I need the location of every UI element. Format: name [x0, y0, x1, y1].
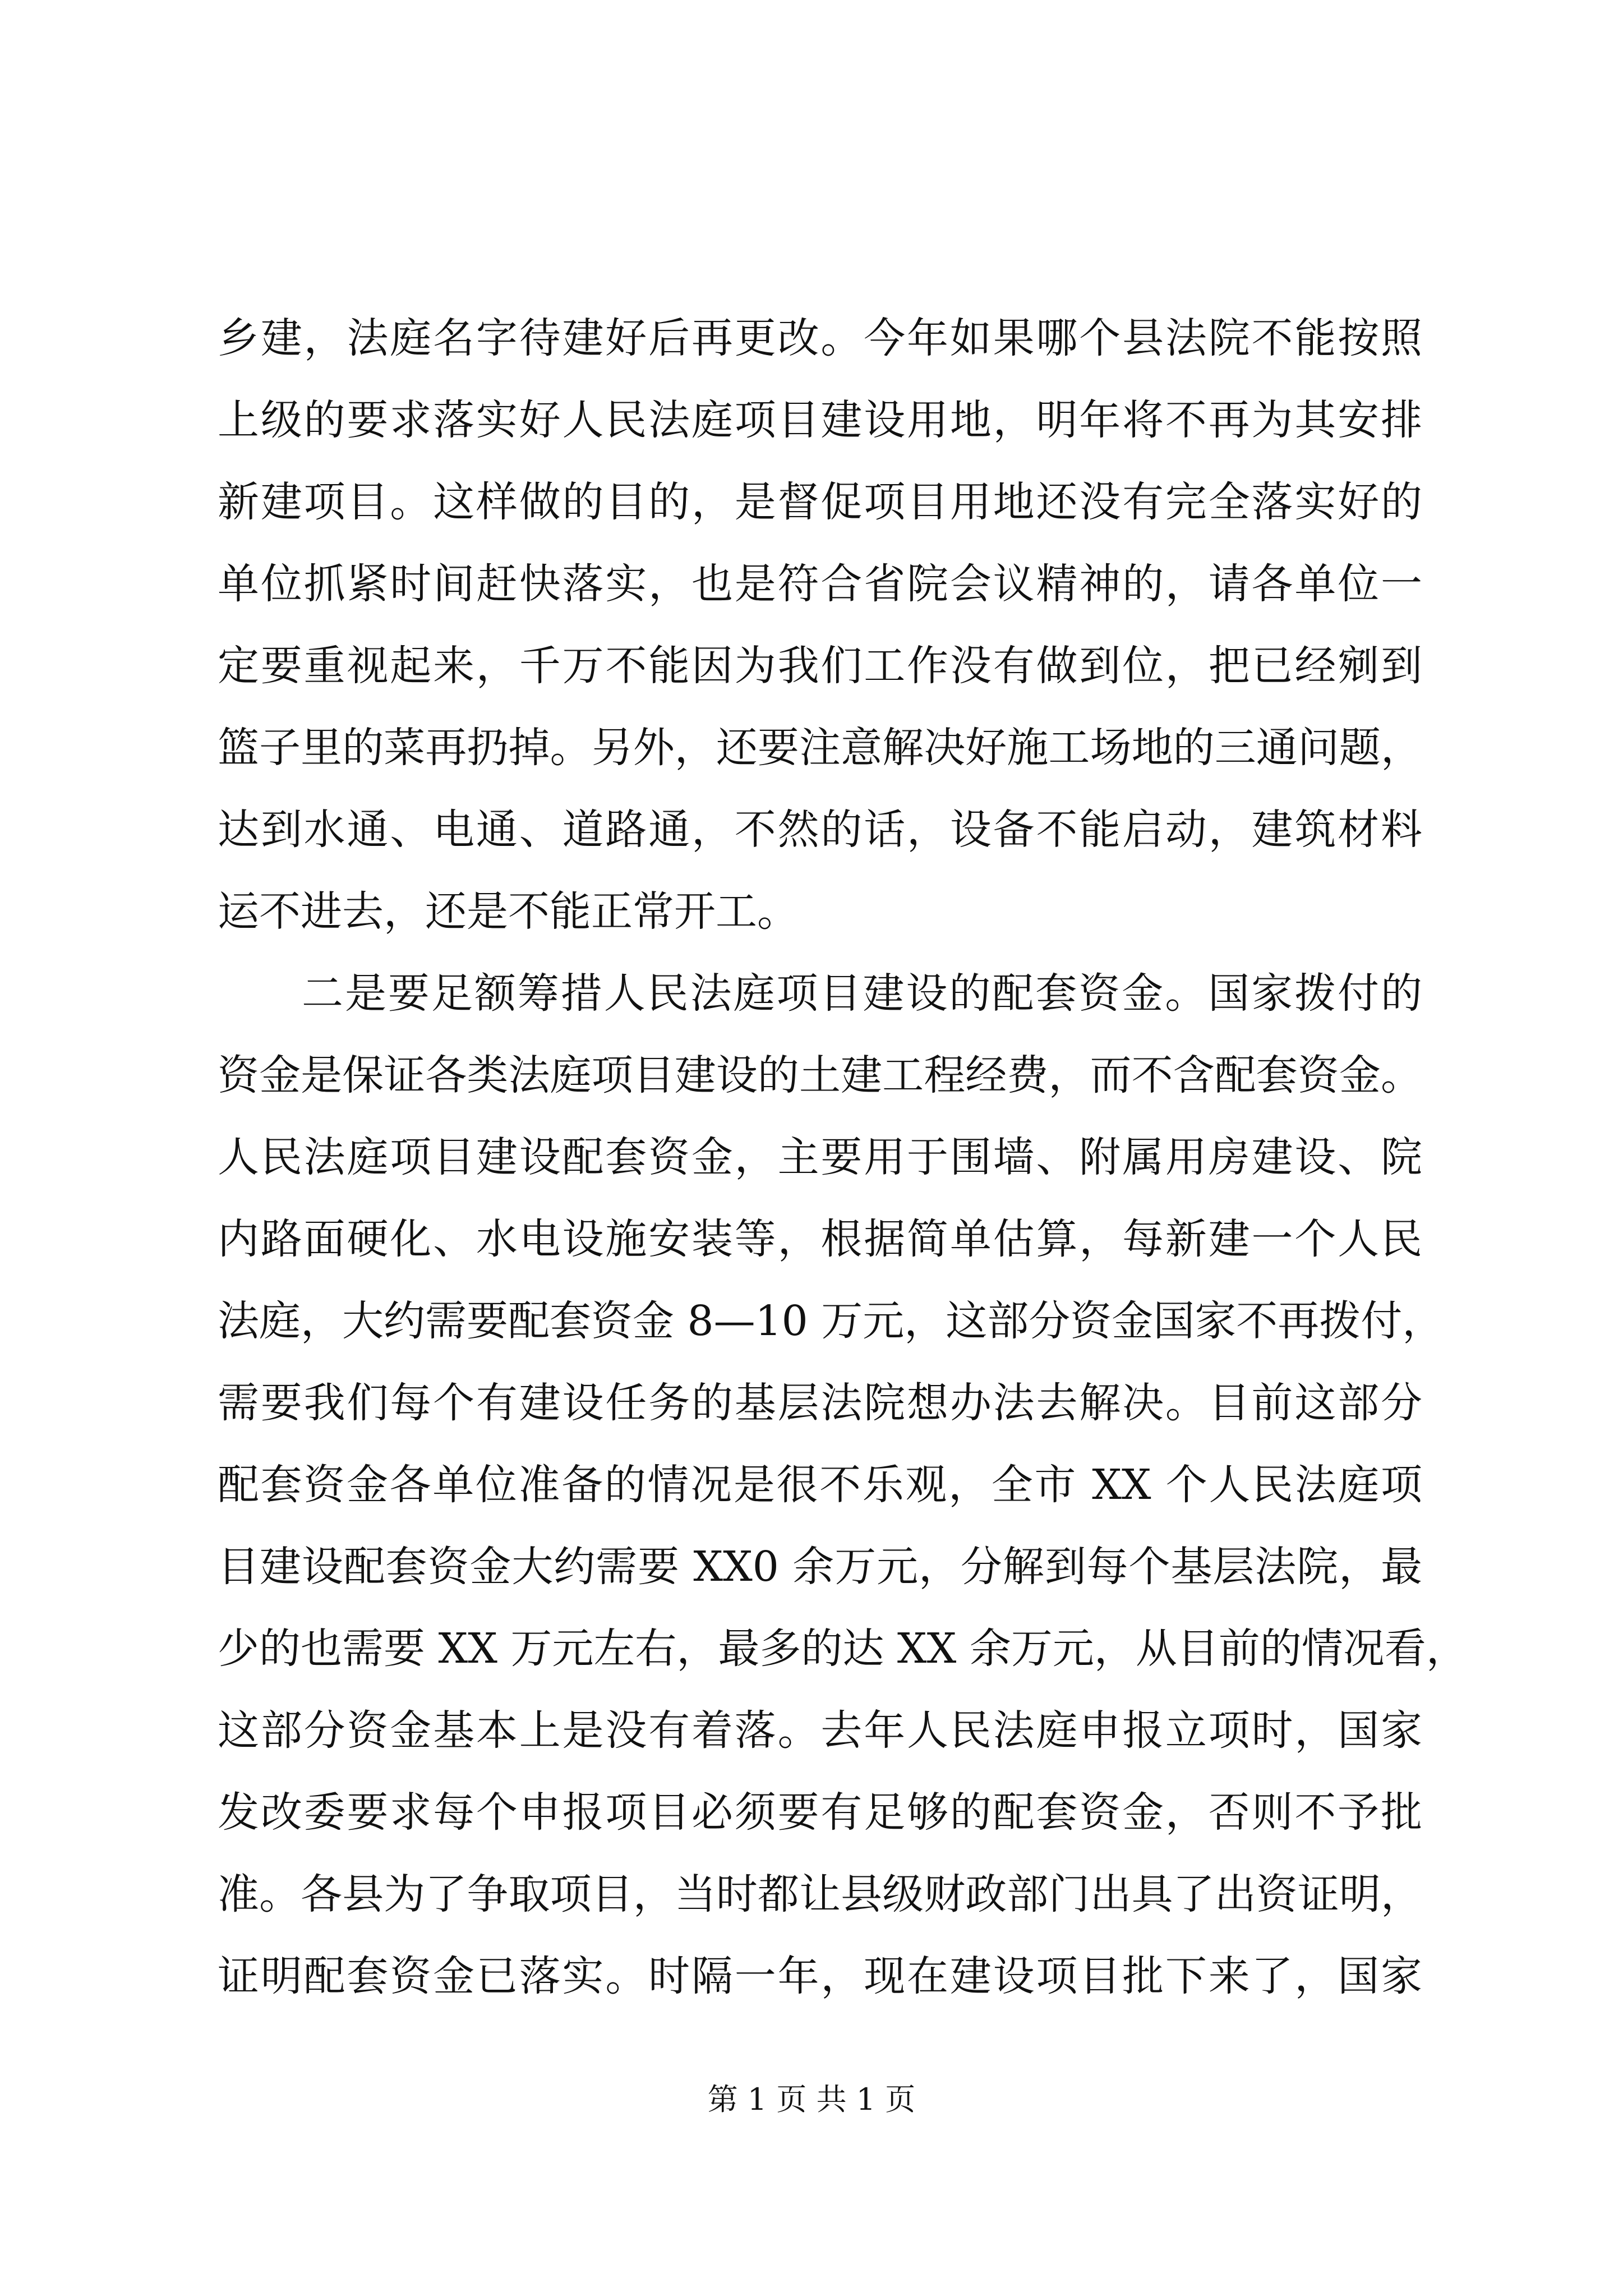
text-line: 篮子里的菜再扔掉。另外，还要注意解决好施工场地的三通问题，: [218, 724, 1422, 772]
text-line: 这部分资金基本上是没有着落。去年人民法庭申报立项时，国家: [218, 1706, 1422, 1755]
text-line: 二是要足额筹措人民法庭项目建设的配套资金。国家拨付的: [302, 969, 1422, 1018]
text-line: 上级的要求落实好人民法庭项目建设用地，明年将不再为其安排: [218, 396, 1422, 444]
text-line: 达到水通、电通、道路通，不然的话，设备不能启动，建筑材料: [218, 806, 1422, 854]
paragraph-1: [218, 297, 1422, 953]
text-line: 法庭，大约需要配套资金 8—10 万元，这部分资金国家不再拨付，: [218, 1297, 1444, 1345]
text-line: 人民法庭项目建设配套资金，主要用于围墙、附属用房建设、院: [218, 1133, 1422, 1181]
text-line: 需要我们每个有建设任务的基层法院想办法去解决。目前这部分: [218, 1379, 1422, 1427]
document-body: [218, 297, 1468, 2017]
page-number-label: 第 1 页 共 1 页: [707, 2082, 916, 2117]
text-line: 少的也需要 XX 万元左右，最多的达 XX 余万元，从目前的情况看，: [218, 1625, 1468, 1673]
text-line: 新建项目。这样做的目的，是督促项目用地还没有完全落实好的: [218, 478, 1422, 526]
text-line: 乡建，法庭名字待建好后再更改。今年如果哪个县法院不能按照: [218, 314, 1422, 362]
text-line: 运不进去，还是不能正常开工。: [218, 887, 799, 936]
paragraph-2: [218, 953, 1468, 2017]
text-line: 内路面硬化、水电设施安装等，根据简单估算，每新建一个人民: [218, 1215, 1422, 1263]
text-line: 目建设配套资金大约需要 XX0 余万元，分解到每个基层法院，最: [218, 1543, 1422, 1591]
text-line: 资金是保证各类法庭项目建设的土建工程经费，而不含配套资金。: [218, 1051, 1422, 1099]
text-line: 定要重视起来，千万不能因为我们工作没有做到位，把已经剜到: [218, 642, 1422, 690]
text-line: 准。各县为了争取项目，当时都让县级财政部门出具了出资证明，: [218, 1870, 1422, 1918]
text-line: 配套资金各单位准备的情况是很不乐观，全市 XX 个人民法庭项: [218, 1461, 1422, 1509]
page-footer: [0, 2080, 1623, 2119]
text-line: 证明配套资金已落实。时隔一年，现在建设项目批下来了，国家: [218, 1952, 1422, 2000]
text-line: 发改委要求每个申报项目必须要有足够的配套资金，否则不予批: [218, 1788, 1422, 1837]
text-line: 单位抓紧时间赶快落实，也是符合省院会议精神的，请各单位一: [218, 560, 1422, 608]
